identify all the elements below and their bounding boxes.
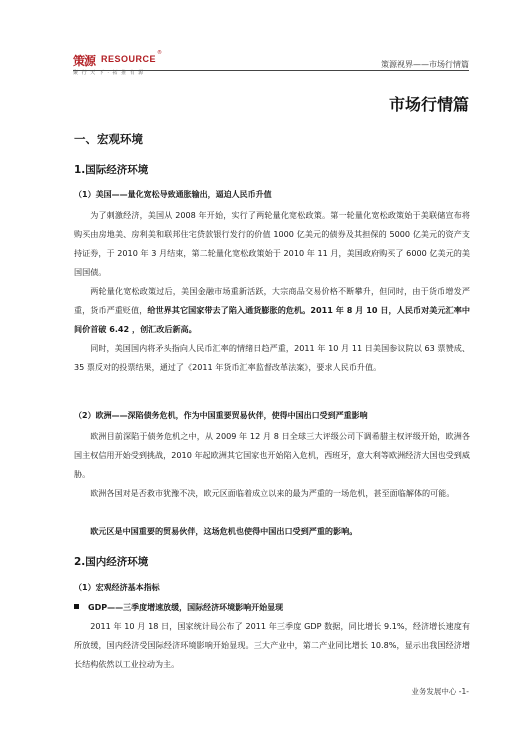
paragraph-europe-trade: 欧元区是中国重要的贸易伙伴，这场危机也使得中国出口受到严重的影响。	[90, 526, 358, 536]
paragraph-europe-debt: 欧洲目前深陷于债务危机之中，从 2009 年 12 月 8 日全球三大评级公司下调希腊主权评级开始，欧洲各国主权信用开始受到挑战，2010 年起欧洲其它国家也开始陷入危机，西班牙，意大利等欧洲经济大国也受到威胁。	[74, 431, 470, 479]
paragraph-gdp: 2011 年 10 月 18 日，国家统计局公布了 2011 年三季度 GDP 数据，同比增长 9.1%，经济增长速度有所放缓，国内经济受国际经济环境影响开始显现。三大产业中，第二产业同比增长 10.8%，显示出我国经济增长结构依然以工业拉动为主。	[74, 621, 470, 669]
bullet-gdp	[74, 602, 283, 613]
page-title: 市场行情篇	[388, 95, 469, 114]
bullet-text: GDP——三季度增速放缓，国际经济环境影响开始显现	[88, 603, 284, 612]
paragraph-emphasis: 给世界其它国家带去了陷入通货膨胀的危机。2011 年 8 月 10 日，人民币对美元汇率中间价首破 6.42 ，创汇改后新高。	[74, 305, 470, 334]
logo-chinese-text: 策源	[73, 54, 96, 68]
paragraph-usa-senate: 同时，美国国内将矛头指向人民币汇率的情绪日趋严重，2011 年 10 月 11 日美国参议院以 63 票赞成、35 票反对的投票结果，通过了《2011 年货币汇率监督改革法案》，要求人民币升值。	[74, 343, 470, 372]
item-heading-europe: （2）欧洲——深陷债务危机，作为中国重要贸易伙伴，使得中国出口受到严重影响	[74, 411, 368, 420]
paragraph-usa-inflation	[74, 282, 470, 339]
page-footer: 业务发展中心 -1-	[411, 687, 469, 696]
company-logo	[73, 50, 163, 80]
subsection-heading-domestic: 2.国内经济环境	[74, 556, 149, 568]
section-heading-macro: 一、宏观环境	[74, 132, 143, 146]
subsection-heading-international: 1.国际经济环境	[74, 164, 149, 176]
registered-mark: ®	[157, 50, 162, 56]
paragraph-usa-qe: 为了刺激经济，美国从 2008 年开始，实行了两轮量化宽松政策。第一轮量化宽松政策始于美联储宣布将购买由房地美、房利美和联邦住宅贷款银行发行的价值 1000 亿美元的债券及其担保的 5000 亿美元的资产支持证券，于 2010 年 3 月结束，第二轮量化宽松政策始于 2010 年 11 月，美国政府购买了 6000 亿美元的美国国债。	[74, 210, 470, 277]
header-section-title: 策源视界——市场行情篇	[381, 60, 469, 69]
paragraph-text: 两轮量化宽松政策过后，美国金融市场重新活跃，大宗商品交易价格不断攀升，但同时，由于货币增发严重，货币严重贬值，	[74, 286, 470, 315]
header-divider	[73, 70, 469, 71]
item-heading-indicators: （1）宏观经济基本指标	[74, 583, 160, 592]
logo-slogan: 聚 行 天 下 · 拓 推 有 源	[73, 70, 145, 76]
logo-english-text: RESOURCE	[101, 54, 157, 64]
square-bullet-icon	[74, 604, 79, 609]
paragraph-europe-crisis: 欧洲各国对是否救市犹豫不决，欧元区面临着成立以来的最为严重的一场危机，甚至面临解体的可能。	[90, 488, 455, 498]
item-heading-usa: （1）美国——量化宽松导致通胀输出，逼迫人民币升值	[74, 190, 272, 199]
